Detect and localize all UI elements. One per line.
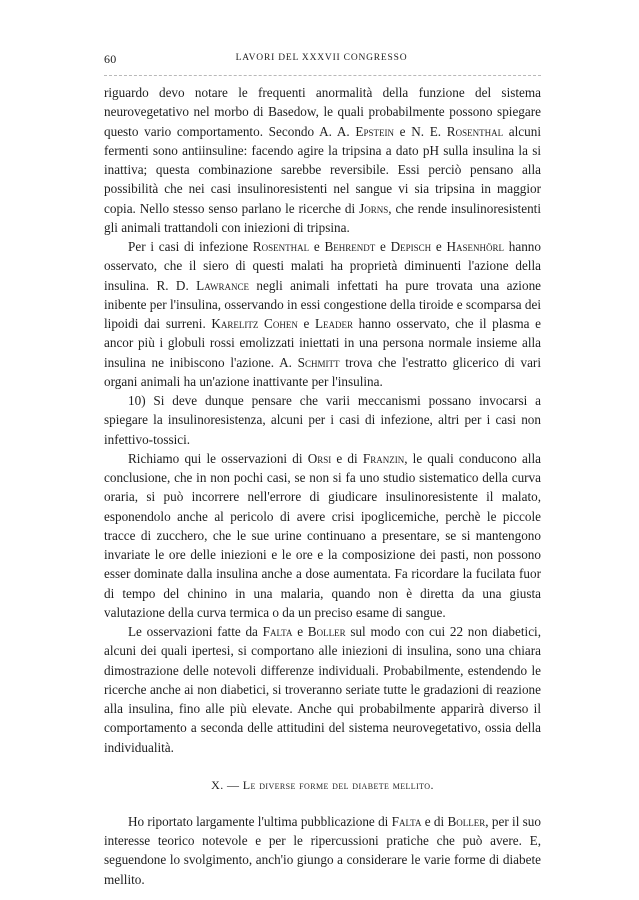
author-name: Jorns (359, 200, 389, 216)
author-name: Leader (314, 316, 354, 331)
author-name: Behrendt (324, 239, 376, 254)
page-number: 60 (104, 52, 117, 66)
paragraph-4: Richiamo qui le osservazioni di Orsi e di Franzin, le quali conducono alla conclusione, che in non pochi casi, se non si fa uno studio sistematico della curva oraria, si può incorrere nell'errore di giudicare insulinoresistente il malato, esponendolo anche al pericolo di avere crisi ipoglicemiche, perchè le piccole tracce di zucchero, che le sue urine continuano a presentare, se si mantengono invariate le ore delle iniezioni e le ore e la composizione dei pasti, non possono esser dominate dalla insulina anche a dose aumentata. Fa ricordare la fucilata fuor di tempo del chinino in una malaria, quando non è diretta da una giusta valutazione della curva termica o da un preciso esame di sangue. (104, 450, 541, 620)
running-title: LAVORI DEL XXXVII CONGRESSO (235, 53, 408, 63)
body-text (104, 83, 541, 889)
author-name: Depisch (390, 239, 432, 254)
section-heading: X. — Le diverse forme del diabete mellito. (211, 777, 434, 792)
author-name: Boller (307, 624, 346, 639)
author-name: Falta (262, 624, 293, 639)
paragraph-1: riguardo devo notare le frequenti anormalità della funzione del sistema neurovegetativo nel morbo di Basedow, le quali probabilmente possono spiegare questo vario comportamento. Secondo A. A. Epstein e N. E. Rosenthal alcuni fermenti sono antiinsuline: facendo agire la tripsina a dato pH sulla insulina la si inattiva; questa combinazione sarebbe reversibile. Essi perciò pensano alla possibilità che nei casi insulinoresistenti nel sangue vi sia tripsina in maggior copia. Nello stesso senso parlano le ricerche di Jorns, che rende insulinoresistenti gli animali trattandoli con iniezioni di tripsina. (104, 85, 541, 235)
author-name: Karelitz Cohen (211, 316, 298, 331)
header-rule (104, 75, 541, 76)
author-name: Franzin (362, 450, 405, 466)
paragraph-3: 10) Si deve dunque pensare che varii meccanismi possano invocarsi a spiegare la insulinoresistenza, alcuni per i casi di infezione, altri per i casi non infettivo-tossici. (104, 393, 541, 447)
author-name: Rosenthal (446, 123, 504, 139)
author-name: Epstein (355, 123, 394, 139)
author-name: Hasenhörl (446, 239, 504, 254)
author-name: Schmitt (297, 354, 340, 370)
paragraph-6: Ho riportato largamente l'ultima pubblicazione di Falta e di Boller, per il suo interesse teorico notevole e per le ripercussioni pratiche che può avere. E, seguendone lo svolgimento, anch'io giungo a considerare le varie forme di diabete mellito. (104, 813, 541, 887)
author-name: Boller (447, 813, 486, 829)
author-name: Rosenthal (252, 239, 310, 254)
author-name: Falta (391, 813, 422, 829)
page-header (104, 52, 539, 68)
paragraph-2: Per i casi di infezione Rosenthal e Behrendt e Depisch e Hasenhörl hanno osservato, che il siero di questi malati ha proprietà diminuenti l'azione della insulina. R. D. Lawrance negli animali infettati ha pure trovata una azione inibente per l'insulina, osservando in essi congestione della tiroide e scomparsa dei lipoidi dai surreni. Karelitz Cohen e Leader hanno osservato, che il plasma e ancor più i globuli rossi emolizzati iniettati in una persona normale insieme alla insulina ne inibiscono l'azione. A. Schmitt trova che l'estratto glicerico di vari organi animali ha un'azione inattivante per l'insulina. (104, 239, 542, 389)
author-name: Lawrance (196, 277, 249, 293)
paragraph-5: Le osservazioni fatte da Falta e Boller sul modo con cui 22 non diabetici, alcuni dei quali ipertesi, si comportano alle iniezioni di insulina, sono una chiara dimostrazione delle notevoli differenze individuali. Probabilmente, estendendo le ricerche anche ai non diabetici, si troveranno seriate tutte le gradazioni di reazione alla insulina, fino alle più elevate. Anche qui probabilmente apparirà diverso il comportamento a seconda delle attitudini del sistema neurovegetativo, ossia della individualità. (104, 624, 542, 755)
author-name: Orsi (307, 450, 332, 466)
